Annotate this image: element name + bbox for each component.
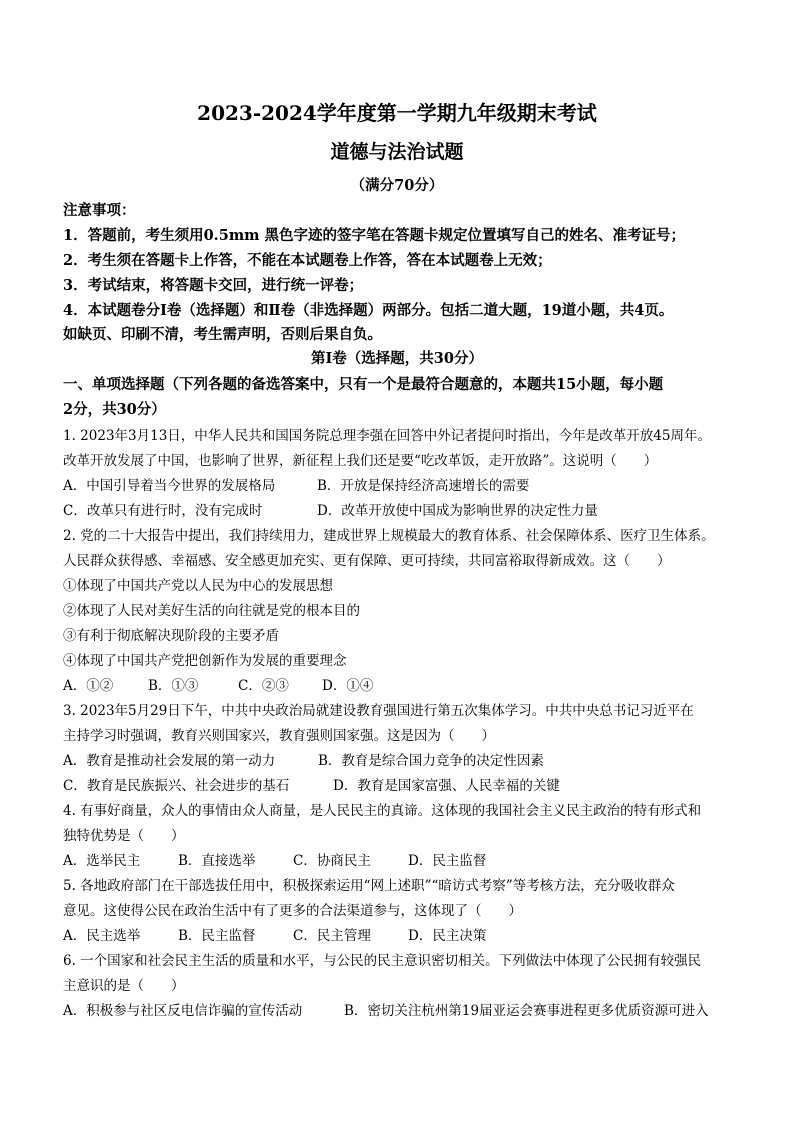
- question-4-stem: 独特优势是（ ）: [63, 828, 185, 844]
- question-2-option-a: A．①②: [63, 678, 114, 694]
- question-5-option-d: D．民主决策: [408, 928, 487, 944]
- question-1-option-b: B．开放是保持经济高速增长的需要: [317, 478, 530, 494]
- question-4-option-a: A．选举民主: [63, 853, 141, 869]
- question-3-option-c: C．教育是民族振兴、社会进步的基石: [63, 778, 290, 794]
- question-2-statement: ③有利于彻底解决现阶段的主要矛盾: [63, 628, 279, 644]
- question-5-option-c: C．民主管理: [293, 928, 371, 944]
- question-2-statement: ②体现了人民对美好生活的向往就是党的根本目的: [63, 603, 360, 619]
- question-4-option-d: D．民主监督: [408, 853, 487, 869]
- notice-item: 2．考生须在答题卡上作答，不能在本试题卷上作答，答在本试题卷上无效；: [63, 252, 552, 269]
- question-3-option-a: A．教育是推动社会发展的第一动力: [63, 753, 276, 769]
- notice-heading: 注意事项：: [63, 202, 136, 219]
- question-2-option-b: B．①③: [148, 678, 199, 694]
- full-score: （满分70分）: [350, 177, 444, 194]
- section-instruction: 一、单项选择题（下列各题的备选答案中，只有一个是最符合题意的，本题共15小题，每小题: [63, 376, 664, 393]
- question-5-option-a: A．民主选举: [63, 928, 141, 944]
- notice-item: 1．答题前，考生须用0.5mm 黑色字迹的签字笔在答题卡规定位置填写自己的姓名、准考证号；: [63, 227, 686, 244]
- question-5-stem: 意见。这使得公民在政治生活中有了更多的合法渠道参与，这体现了（ ）: [63, 903, 522, 919]
- question-2-statement: ④体现了中国共产党把创新作为发展的重要理念: [63, 653, 347, 669]
- notice-item: 4．本试题卷分Ⅰ卷（选择题）和Ⅱ卷（非选择题）两部分。包括二道大题，19道小题，共4页。: [63, 302, 674, 319]
- question-5-stem: 5. 各地政府部门在干部选拔任用中，积极探索运用“网上述职”“暗访式考察”等考核方法，充分吸收群众: [63, 878, 675, 894]
- question-1-option-a: A．中国引导着当今世界的发展格局: [63, 478, 276, 494]
- question-3-stem: 主持学习时强调，教育兴则国家兴，教育强则国家强。这是因为（ ）: [63, 728, 495, 744]
- question-6-option-a: A．积极参与社区反电信诈骗的宣传活动: [63, 1003, 303, 1019]
- section-instruction: 2分，共30分）: [63, 401, 166, 418]
- question-2-option-d: D．①④: [322, 678, 374, 694]
- subject-title: 道德与法治试题: [330, 141, 464, 163]
- notice-item: 如缺页、印刷不清，考生需声明，否则后果自负。: [63, 326, 382, 343]
- section-title: 第Ⅰ卷（选择题，共30分）: [311, 350, 483, 367]
- notice-item: 3．考试结束，将答题卡交回，进行统一评卷；: [63, 277, 364, 294]
- question-5-option-b: B．民主监督: [178, 928, 256, 944]
- question-2-statement: ①体现了中国共产党以人民为中心的发展思想: [63, 578, 333, 594]
- question-2-option-c: C．②③: [238, 678, 289, 694]
- question-6-stem: 主意识的是（ ）: [63, 978, 185, 994]
- question-4-option-b: B．直接选举: [178, 853, 256, 869]
- question-2-stem: 人民群众获得感、幸福感、安全感更加充实、更有保障、更可持续，共同富裕取得新成效。这（ ）: [63, 553, 671, 569]
- question-1-stem: 1. 2023年3月13日，中华人民共和国国务院总理李强在回答中外记者提问时指出，今年是改革开放45周年。: [63, 428, 711, 444]
- question-1-option-d: D．改革开放使中国成为影响世界的决定性力量: [317, 503, 598, 519]
- question-1-option-c: C．改革只有进行时，没有完成时: [63, 503, 263, 519]
- question-4-stem: 4. 有事好商量，众人的事情由众人商量，是人民民主的真谛。这体现的我国社会主义民主政治的特有形式和: [63, 803, 702, 819]
- question-3-option-b: B．教育是综合国力竞争的决定性因素: [318, 753, 544, 769]
- question-1-stem: 改革开放发展了中国，也影响了世界，新征程上我们还是要“吃改革饭，走开放路”。这说明（ ）: [63, 453, 658, 469]
- question-3-option-d: D．教育是国家富强、人民幸福的关键: [333, 778, 560, 794]
- exam-title: 2023-2024学年度第一学期九年级期末考试: [197, 101, 597, 125]
- question-6-option-b: B．密切关注杭州第19届亚运会赛事进程更多优质资源可进入: [344, 1003, 709, 1019]
- question-6-stem: 6. 一个国家和社会民主生活的质量和水平，与公民的民主意识密切相关。下列做法中体现了公民拥有较强民: [63, 953, 702, 969]
- question-4-option-c: C．协商民主: [293, 853, 371, 869]
- question-2-stem: 2. 党的二十大报告中提出，我们持续用力，建成世界上规模最大的教育体系、社会保障体系、医疗卫生体系。: [63, 528, 715, 544]
- question-3-stem: 3. 2023年5月29日下午，中共中央政治局就建设教育强国进行第五次集体学习。中共中央总书记习近平在: [63, 703, 694, 719]
